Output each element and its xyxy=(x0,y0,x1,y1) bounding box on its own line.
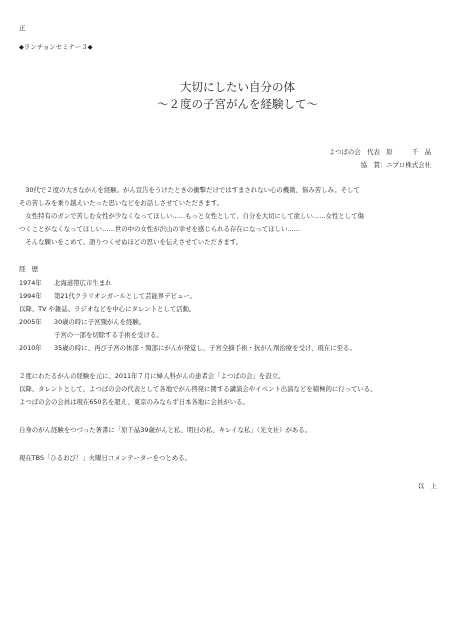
intro-line: 30代で２度の大きながんを経験。がん宣告をうけたときの衝撃だけではすまされない心の機微、悩み苦しみ。そして xyxy=(19,186,360,194)
history-year: 2005年 xyxy=(19,318,42,326)
intro-line: その苦しみを乗り越えいたった思いなどをお話しさせていただきます。 xyxy=(19,199,223,207)
seminar-label: ◆ランチョンセミナー３◆ xyxy=(19,43,93,51)
tv-line: 現在TBS「ひるおび！」火曜日コメンテーターをつとめる。 xyxy=(19,454,191,462)
activity-line: 以降、タレントとして、よつばの会の代表として各地でがん啓発に関する講演会やイベント出演などを積極的に行っている。 xyxy=(19,385,377,393)
intro-line: そんな願いをこめて、語りつくせぬほどの思いを伝えさせていただきます。 xyxy=(19,238,243,246)
history-text: 35歳の時に、再び子宮の体部・頸部にがんが発覚し、子宮全摘手術・抗がん剤治療を受け、現在に至る。 xyxy=(54,344,356,352)
activity-line: ２度にわたるがんの経験を元に、2011年７月に婦人科がんの患者会「よつばの会」を設立。 xyxy=(19,372,285,380)
closing-mark: 以 上 xyxy=(417,482,437,490)
activity-line: よつばの会の会員は現在650名を超え、東京のみならず日本各地に会員がいる。 xyxy=(19,398,249,406)
book-line: 自身のがん経験をつづった著書に「原千晶39歳がんと私、明日の私、キレイな私」（光文社）がある。 xyxy=(19,426,312,434)
history-year: 以降、TV や雑誌、ラジオなどを中心にタレントとして活動。 xyxy=(19,305,196,313)
page-title: 大切にしたい自分の体 xyxy=(180,80,295,94)
history-text: 子宮の一部を切除する手術を受ける。 xyxy=(54,331,163,339)
intro-line: 女性特有のガンで苦しむ女性が少なくなってほしい……もっと女性として、自分を大切にして欲しい……女性として傷 xyxy=(19,212,364,220)
history-text: 30歳の時に子宮頸がんを経験。 xyxy=(54,318,146,326)
history-year: 1994年 xyxy=(19,292,42,300)
sponsor: 協 賛：ニプロ株式会社 xyxy=(360,161,431,169)
speaker-org: よつばの会 代表 原 千 晶 xyxy=(328,148,431,156)
intro-line: つくことがなくなってほしい……世の中の女性が沢山の幸せを感じられる存在になってほしい…… xyxy=(19,225,301,233)
history-year: 1974年 xyxy=(19,279,42,287)
history-year: 2010年 xyxy=(19,344,42,352)
history-text: 第21代クラリオンガールとして芸能界デビュー。 xyxy=(54,292,196,300)
history-text: 北海道帯広市生まれ xyxy=(54,279,112,287)
history-heading: 経 歴 xyxy=(19,265,39,273)
doc-mark: 正 xyxy=(19,24,26,32)
page-subtitle: 〜２度の子宮がんを経験して〜 xyxy=(157,97,318,111)
